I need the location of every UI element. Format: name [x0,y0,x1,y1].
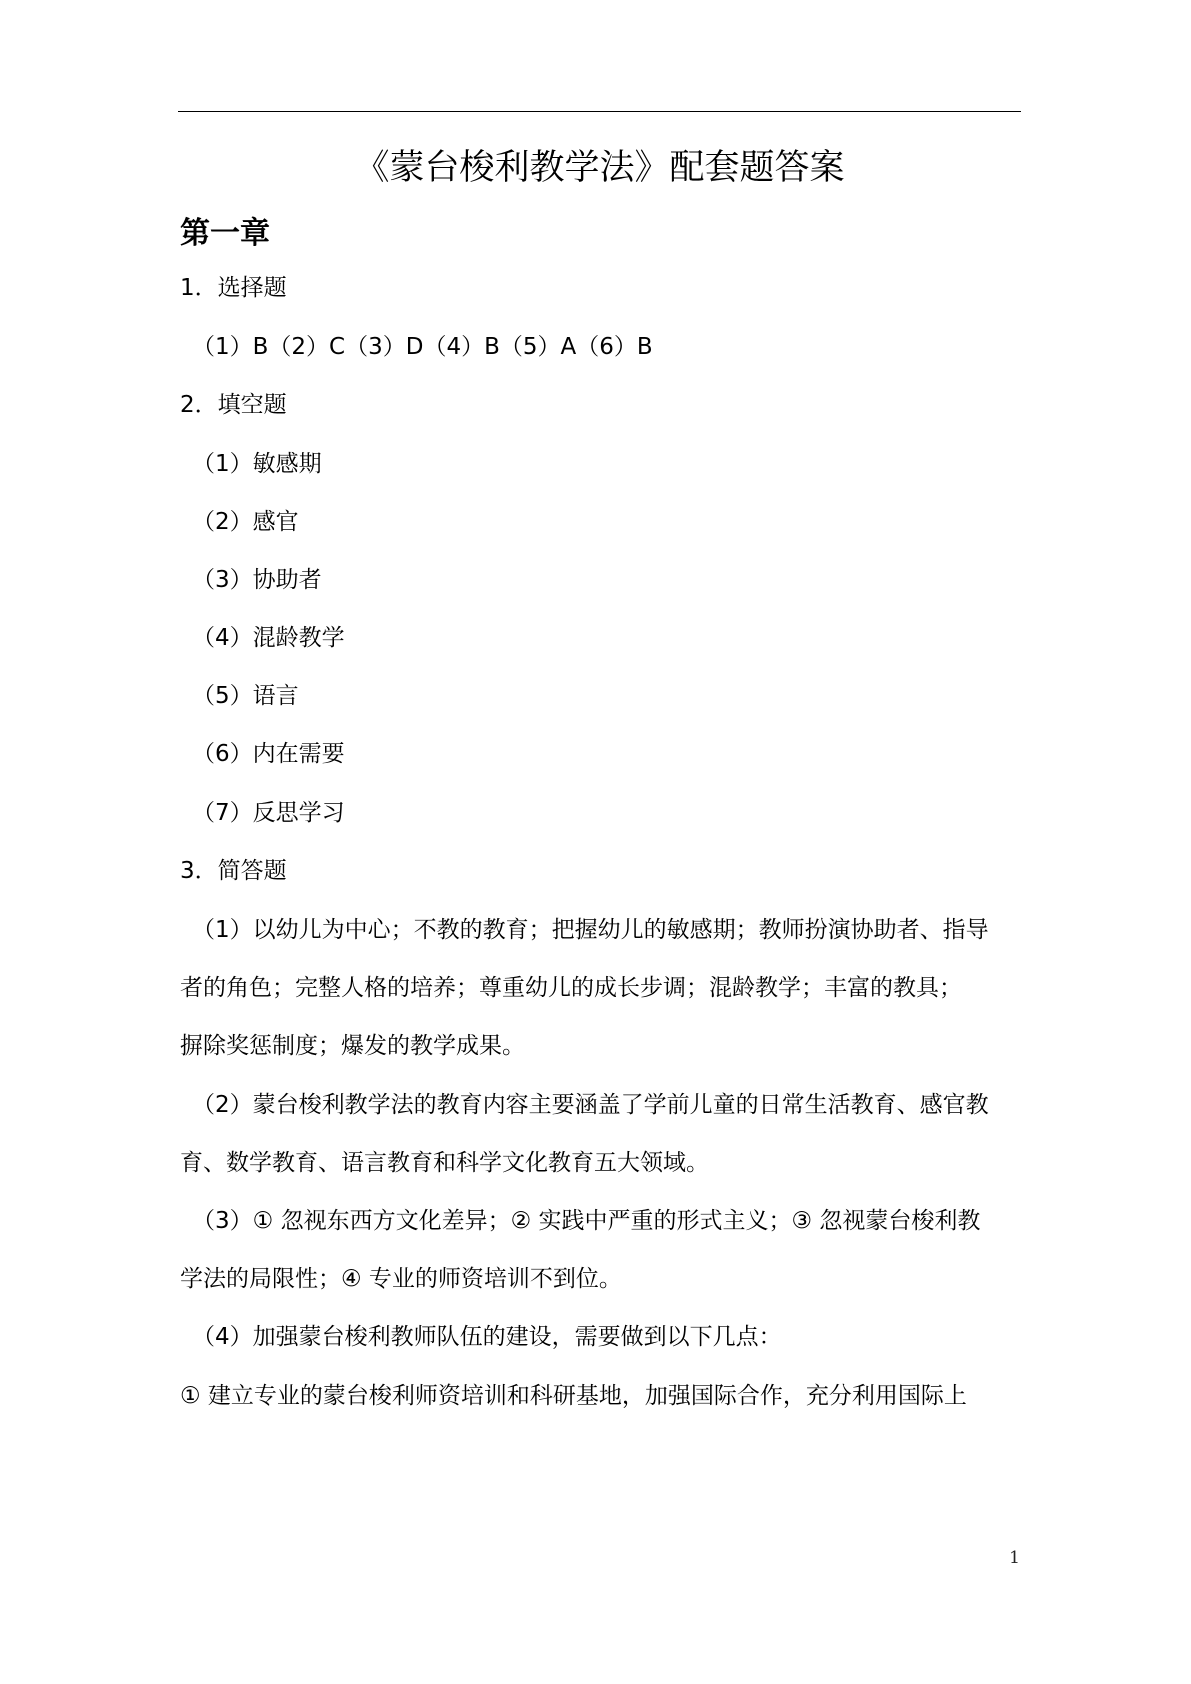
fill-in-item: （4）混龄教学 [192,625,345,651]
fill-in-item: （6）内在需要 [192,741,345,767]
short-answer-line: （1）以幼儿为中心；不教的教育；把握幼儿的敏感期；教师扮演协助者、指导 [192,917,989,943]
short-answer-line: ① 建立专业的蒙台梭利师资培训和科研基地，加强国际合作，充分利用国际上 [180,1383,967,1409]
fill-in-item: （5）语言 [192,683,299,709]
fill-in-item: （2）感官 [192,509,299,535]
short-answer-line: （3）① 忽视东西方文化差异；② 实践中严重的形式主义；③ 忽视蒙台梭利教 [192,1208,981,1234]
fill-in-item: （7）反思学习 [192,800,345,826]
section-heading-multiple-choice: 1．选择题 [180,275,287,301]
short-answer-line: 学法的局限性；④ 专业的师资培训不到位。 [180,1266,622,1292]
short-answer-line: 摒除奖惩制度；爆发的教学成果。 [180,1033,525,1059]
section-heading-short-answer: 3．简答题 [180,858,287,884]
fill-in-item: （3）协助者 [192,567,322,593]
document-title: 《蒙台梭利教学法》配套题答案 [354,148,845,188]
section-heading-fill-in: 2．填空题 [180,392,287,418]
header-rule [178,111,1021,112]
fill-in-item: （1）敏感期 [192,451,322,477]
short-answer-line: 者的角色；完整人格的培养；尊重幼儿的成长步调；混龄教学；丰富的教具； [180,975,962,1001]
short-answer-line: 育、数学教育、语言教育和科学文化教育五大领域。 [180,1150,709,1176]
chapter-heading: 第一章 [180,216,270,251]
short-answer-line: （2）蒙台梭利教学法的教育内容主要涵盖了学前儿童的日常生活教育、感官教 [192,1092,989,1118]
page-number: 1 [1009,1548,1020,1568]
short-answer-line: （4）加强蒙台梭利教师队伍的建设，需要做到以下几点： [192,1324,782,1350]
multiple-choice-answers: （1）B（2）C（3）D（4）B（5）A（6）B [192,334,653,360]
